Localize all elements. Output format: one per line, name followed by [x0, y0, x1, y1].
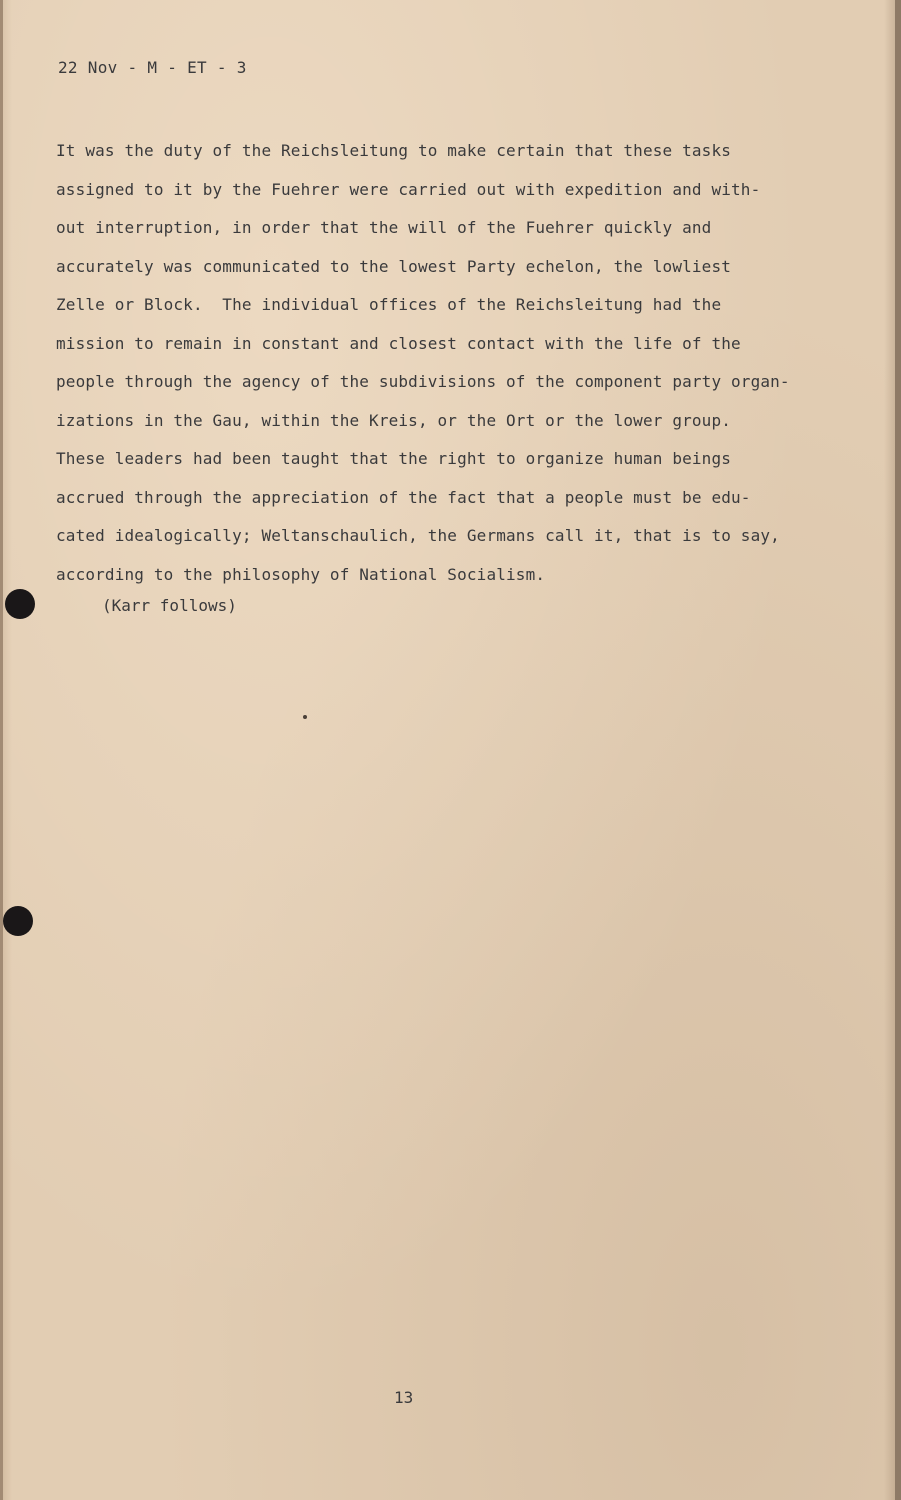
- body-line: people through the agency of the subdivisions of the component party organ-: [56, 372, 790, 391]
- body-line: These leaders had been taught that the right to organize human beings: [56, 449, 732, 468]
- body-line: out interruption, in order that the will of the Fuehrer quickly and: [56, 218, 712, 237]
- body-paragraph: [56, 132, 796, 594]
- body-line: accrued through the appreciation of the fact that a people must be edu-: [56, 487, 751, 507]
- paper-left-edge: [0, 0, 3, 1500]
- closing-note: (Karr follows): [102, 596, 237, 615]
- body-line: Zelle or Block. The individual offices of the Reichsleitung had the: [56, 295, 722, 314]
- punch-hole-bottom: [3, 906, 33, 936]
- body-line: assigned to it by the Fuehrer were carried out with expedition and with-: [56, 179, 761, 199]
- punch-hole-top: [5, 589, 35, 619]
- body-line: mission to remain in constant and closest contact with the life of the: [56, 333, 741, 353]
- paper-right-edge: [895, 0, 901, 1500]
- body-line: according to the philosophy of National Socialism.: [56, 564, 546, 584]
- body-line: cated idealogically; Weltanschaulich, the Germans call it, that is to say,: [56, 526, 780, 545]
- document-header: 22 Nov - M - ET - 3: [58, 58, 247, 77]
- body-line: izations in the Gau, within the Kreis, or the Ort or the lower group.: [56, 410, 732, 430]
- body-line: It was the duty of the Reichsleitung to make certain that these tasks: [56, 141, 732, 160]
- paper-speck: [303, 715, 307, 719]
- body-line: accurately was communicated to the lowest Party echelon, the lowliest: [56, 256, 732, 276]
- page-number: 13: [394, 1388, 414, 1407]
